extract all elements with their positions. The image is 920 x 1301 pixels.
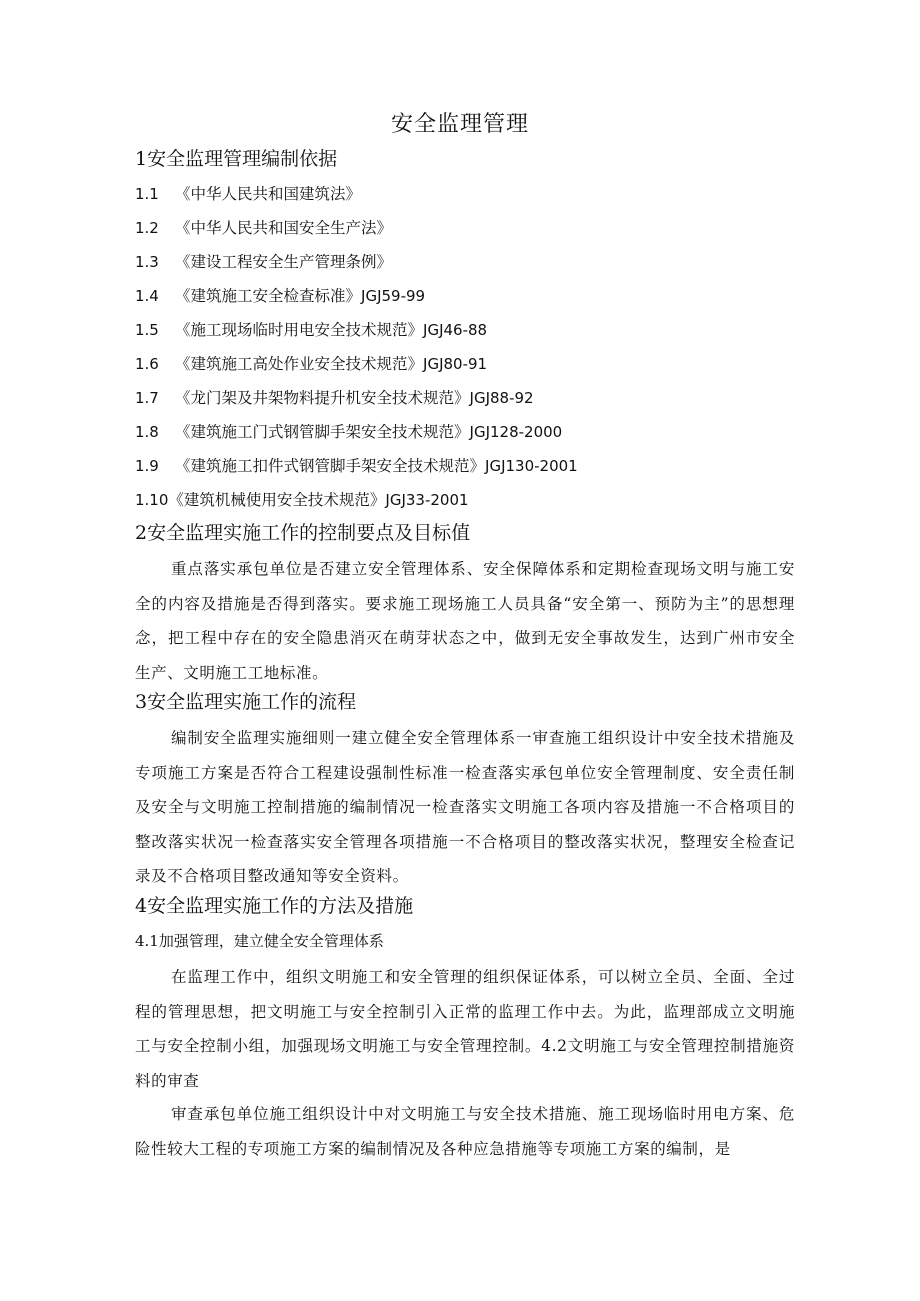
reference-item (135, 489, 469, 511)
reference-standard-code: JGJ59-99 (361, 287, 426, 305)
reference-number: 1.3 (135, 253, 159, 271)
reference-item (135, 421, 562, 443)
reference-title: 《建筑施工门式钢管脚手架安全技术规范》 (175, 423, 470, 441)
reference-standard-code: JGJ80-91 (423, 355, 488, 373)
document-title: 安全监理管理 (390, 112, 529, 137)
reference-number: 1.1 (135, 185, 159, 203)
section-2-heading: 2安全监理实施工作的控制要点及目标值 (135, 522, 471, 544)
reference-title: 《施工现场临时用电安全技术规范》 (175, 321, 424, 339)
section-4-heading: 4安全监理实施工作的方法及措施 (135, 895, 414, 917)
reference-number: 1.6 (135, 355, 159, 373)
reference-item (135, 319, 487, 341)
reference-standard-code: JGJ128-2000 (469, 423, 563, 441)
reference-standard-code: JGJ33-2001 (385, 491, 469, 509)
reference-number: 1.7 (135, 389, 159, 407)
reference-title: 《建设工程安全生产管理条例》 (175, 253, 393, 271)
section-3-paragraph: 编制安全监理实施细则一建立健全安全管理体系一审查施工组织设计中安全技术措施及专项施工方案是否符合工程建设强制性标准一检查落实承包单位安全管理制度、安全责任制及安全与文明施工控制措施的编制情况一检查落实文明施工各项内容及措施一不合格项目的整改落实状况一检查落实安全管理各项措施一不合格项目的整改落实状况，整理安全检查记录及不合格项目整改通知等安全资料。 (135, 729, 795, 885)
reference-item (135, 251, 392, 273)
reference-item (135, 183, 361, 205)
section-4-2-paragraph: 审查承包单位施工组织设计中对文明施工与安全技术措施、施工现场临时用电方案、危险性较大工程的专项施工方案的编制情况及各种应急措施等专项施工方案的编制，是 (135, 1105, 795, 1158)
section-2-paragraph: 重点落实承包单位是否建立安全管理体系、安全保障体系和定期检查现场文明与施工安全的内容及措施是否得到落实。要求施工现场施工人员具备“安全第一、预防为主”的思想理念，把工程中存在的安全隐患消灭在萌芽状态之中，做到无安全事故发生，达到广州市安全生产、文明施工工地标准。 (135, 560, 795, 682)
reference-title: 《建筑施工高处作业安全技术规范》 (175, 355, 424, 373)
reference-number: 1.8 (135, 423, 159, 441)
reference-standard-code: JGJ46-88 (423, 321, 488, 339)
reference-title: 《中华人民共和国安全生产法》 (175, 219, 393, 237)
reference-item (135, 217, 392, 239)
reference-number: 1.9 (135, 457, 159, 475)
reference-title: 《建筑施工扣件式钢管脚手架安全技术规范》 (175, 457, 486, 475)
reference-item (135, 387, 534, 409)
reference-number: 1.4 (135, 287, 159, 305)
reference-title: 《建筑机械使用安全技术规范》 (168, 491, 386, 509)
reference-title: 《中华人民共和国建筑法》 (175, 185, 362, 203)
reference-standard-code: JGJ130-2001 (485, 457, 578, 475)
reference-number: 1.5 (135, 321, 159, 339)
reference-title: 《建筑施工安全检查标准》 (175, 287, 362, 305)
section-3-heading: 3安全监理实施工作的流程 (135, 691, 357, 713)
reference-number: 1.10 (135, 491, 169, 509)
reference-item (135, 455, 578, 477)
reference-standard-code: JGJ88-92 (469, 389, 534, 407)
reference-number: 1.2 (135, 219, 159, 237)
reference-title: 《龙门架及井架物料提升机安全技术规范》 (175, 389, 470, 407)
section-4-1-paragraph: 在监理工作中，组织文明施工和安全管理的组织保证体系，可以树立全员、全面、全过程的管理思想，把文明施工与安全控制引入正常的监理工作中去。为此，监理部成立文明施工与安全控制小组，加强现场文明施工与安全管理控制。4.2文明施工与安全管理控制措施资料的审查 (135, 968, 795, 1090)
subsection-4-1-heading: 4.1加强管理，建立健全安全管理体系 (135, 932, 384, 950)
reference-item (135, 353, 487, 375)
reference-item (135, 285, 425, 307)
section-1-heading: 1安全监理管理编制依据 (135, 148, 338, 170)
